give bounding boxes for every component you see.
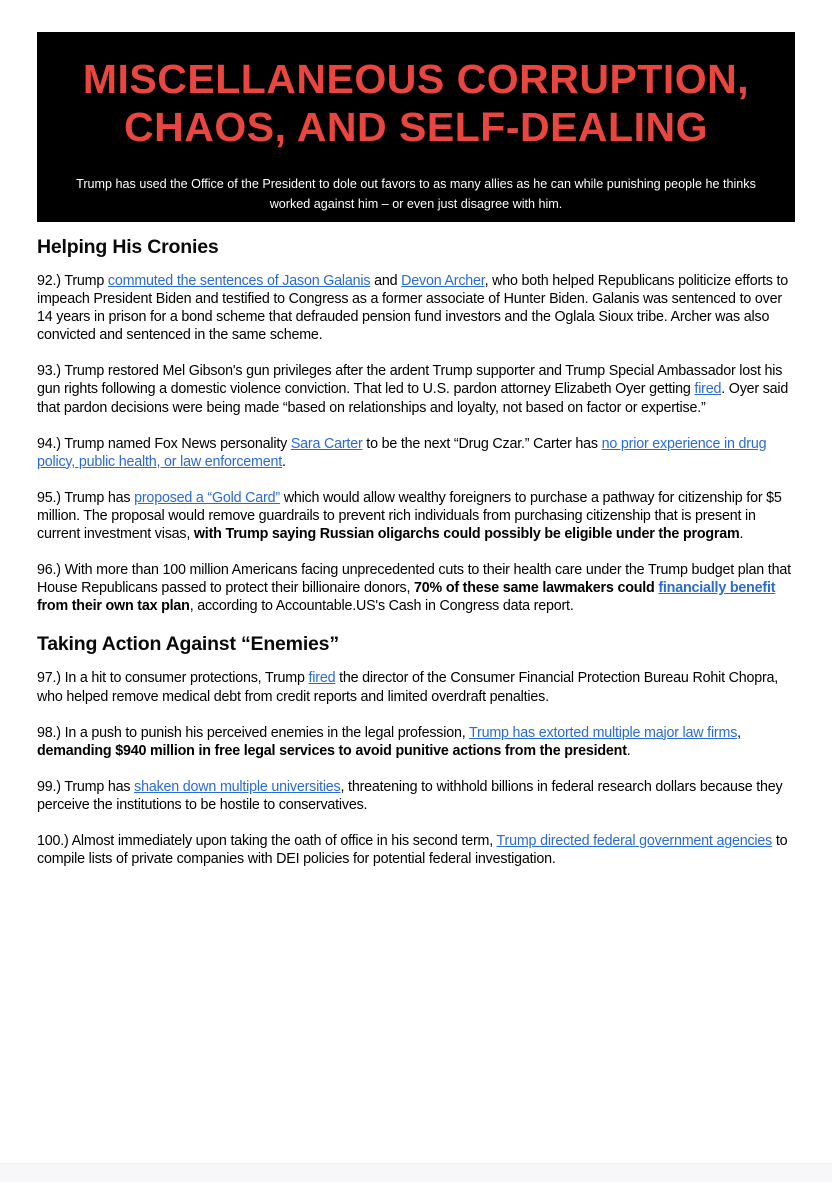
body-text: . [626, 742, 631, 759]
page-title [37, 32, 795, 151]
page-title-line2: CHAOS, AND SELF-DEALING [124, 104, 708, 150]
body-text: , [737, 724, 741, 741]
page-subtitle: Trump has used the Office of the President to dole out favors to as many allies as he can while punishing people he thinks worked against him – or even just disagree with him. [76, 177, 756, 211]
section-heading: Helping His Cronies [37, 236, 219, 258]
paragraph-96 [37, 561, 796, 615]
inline-link[interactable]: Trump directed federal government agencies [496, 832, 773, 849]
bold-text: with Trump saying Russian oligarchs could possibly be eligible under the program [193, 526, 740, 543]
paragraph-99 [37, 778, 796, 814]
paragraph-97 [37, 669, 796, 705]
body-text: and [370, 273, 402, 289]
body-text: 99.) Trump has [37, 778, 135, 795]
bold-text: 70% of these same lawmakers could [414, 580, 659, 597]
inline-link[interactable]: Devon Archer [401, 273, 485, 289]
section-heading: Taking Action Against “Enemies” [37, 633, 339, 656]
next-page-edge [0, 1163, 832, 1182]
body-text: . [282, 453, 286, 470]
bold-text: from their own tax plan [37, 598, 190, 615]
inline-link[interactable]: shaken down multiple universities [134, 778, 341, 795]
body-text: 98.) In a push to punish his perceived enemies in the legal profession, [37, 724, 469, 741]
inline-link[interactable]: financially benefit [658, 580, 776, 597]
inline-link[interactable]: fired [694, 381, 722, 398]
inline-link[interactable]: proposed a “Gold Card” [134, 489, 280, 506]
body-text: 92.) Trump [37, 273, 108, 289]
body-text: to be the next “Drug Czar.” Carter has [362, 435, 602, 452]
body-text: 97.) In a hit to consumer protections, Trump [37, 670, 309, 687]
body-text: , according to Accountable.US's Cash in Congress data report. [189, 598, 574, 615]
inline-link[interactable]: fired [308, 670, 336, 687]
body-text: to compile lists of private companies with DEI policies for potential federal investigation. [37, 832, 788, 868]
body-text: , who both helped Republicans politicize efforts to impeach President Biden and testified to Congress as a former associate of Hunter Biden. Galanis was sentenced to over 14 years in prison for a bond scheme that defrauded pension fund investors and the Oglala Sioux tribe. Archer was also convicted and sentenced in the same scheme. [37, 273, 789, 344]
body-text: . Oyer said that pardon decisions were being made “based on relationships and loyalty, not based on factor or expertise.” [37, 381, 789, 416]
inline-link[interactable]: commuted the sentences of Jason Galanis [107, 273, 371, 289]
inline-link[interactable]: Trump has extorted multiple major law firms [469, 724, 738, 741]
section-helping-his-cronies [37, 236, 796, 615]
paragraph-100 [37, 832, 796, 868]
body-text: . [739, 526, 744, 543]
paragraph-98 [37, 724, 796, 760]
body-text: , threatening to withhold billions in federal research dollars because they perceive the institutions to be hostile to conservatives. [37, 778, 783, 813]
bold-text: demanding $940 million in free legal services to avoid punitive actions from the president [37, 742, 627, 759]
body-text: the director of the Consumer Financial Protection Bureau Rohit Chopra, who helped remove medical debt from credit reports and limited overdraft penalties. [37, 670, 779, 705]
header-banner [37, 32, 795, 222]
body-text: 100.) Almost immediately upon taking the oath of office in his second term, [37, 832, 497, 849]
body-text: 95.) Trump has [37, 489, 135, 506]
paragraph-95 [37, 489, 796, 543]
document-body [37, 236, 796, 886]
inline-link[interactable]: no prior experience in drug policy, public health, or law enforcement [37, 435, 767, 470]
body-text: 93.) Trump restored Mel Gibson's gun privileges after the ardent Trump supporter and Trump Special Ambassador lost his gun rights following a domestic violence conviction. That led to U.S. pardon attorney Elizabeth Oyer getting [37, 363, 783, 398]
body-text: 94.) Trump named Fox News personality [37, 435, 291, 452]
paragraph-94 [37, 435, 796, 471]
body-text: which would allow wealthy foreigners to purchase a pathway for citizenship for $5 million. The proposal would remove guardrails to prevent rich individuals from purchasing citizenship that is present in current investment visas, [37, 489, 782, 543]
page-title-line1: MISCELLANEOUS CORRUPTION, [82, 56, 750, 102]
inline-link[interactable]: Sara Carter [290, 435, 363, 452]
section-taking-action-against-enemies [37, 633, 796, 868]
paragraph-93 [37, 362, 796, 416]
body-text: 96.) With more than 100 million Americans facing unprecedented cuts to their health care under the Trump budget plan that House Republicans passed to protect their billionaire donors, [37, 562, 791, 597]
paragraph-92 [37, 272, 796, 344]
